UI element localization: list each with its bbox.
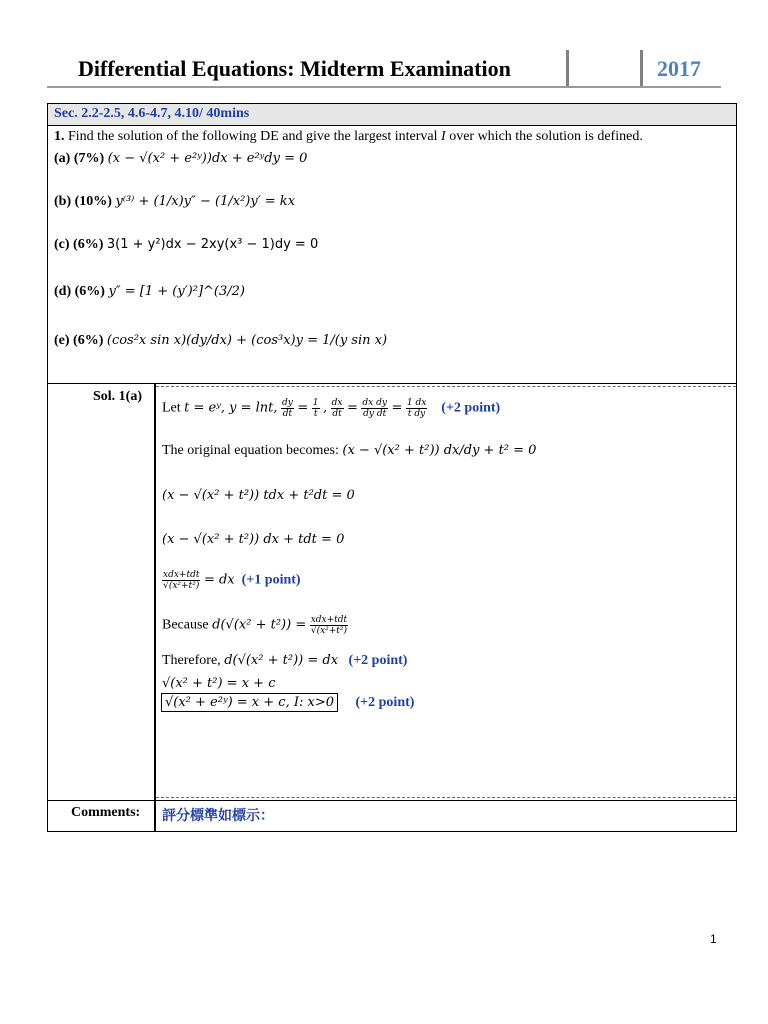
solution-label: Sol. 1(a)	[93, 389, 142, 404]
sol-line-4	[162, 532, 344, 548]
part-c-equation: 3(1 + y²)dx − 2xy(x³ − 1)dy = 0	[106, 237, 319, 252]
part-d-equation: y″ = [1 + (y′)²]^(3/2)	[108, 284, 245, 299]
problem-text-b: over which the solution is defined.	[445, 129, 643, 144]
part-e-equation: (cos²x sin x)(dy/dx) + (cos³x)y = 1/(y sin x)	[106, 333, 388, 348]
header-divider-right	[640, 50, 643, 86]
problem-solution-divider	[48, 383, 736, 384]
sol-line-2	[162, 443, 536, 459]
sol-line-5	[162, 570, 301, 591]
frac-dx-dy: $\frac{\text{dx dy}}{\text{dy dt}}$	[362, 398, 387, 419]
sol-line-1-text: Let	[162, 400, 185, 416]
frac-dy-dt: $\frac{dy}{dt}$	[282, 398, 293, 419]
sol-line-6-math: d(√(x² + t²)) =	[212, 617, 307, 633]
sol-line-5-math: = dx	[203, 572, 235, 588]
solution-bottom-dots	[156, 797, 736, 798]
header-divider-left	[566, 50, 569, 86]
sol-line-6-text: Because	[162, 617, 213, 633]
sol-line-3	[162, 488, 355, 504]
comments-divider	[48, 800, 736, 801]
sol-line-1-math: t = eʸ, y = lnt,	[184, 400, 278, 416]
points-2: (+1 point)	[241, 572, 301, 588]
section-info: Sec. 2.2-2.5, 4.6-4.7, 4.10/ 40mins	[54, 106, 250, 121]
sol-line-2-math: (x − √(x² + t²)) dx/dy + t² = 0	[342, 443, 537, 458]
part-a-label: (a) (7%)	[54, 151, 105, 166]
points-1: (+2 point)	[441, 400, 501, 416]
frac-1-t: $\frac{1}{t}$	[312, 398, 319, 419]
header-rule	[47, 86, 721, 88]
sol-line-7-text: Therefore,	[162, 653, 225, 668]
part-c-label: (c) (6%)	[54, 237, 104, 252]
part-e	[54, 333, 387, 349]
part-b-equation: y⁽³⁾ + (1/x)y″ − (1/x²)y′ = kx	[115, 194, 296, 209]
sol-line-4-math: (x − √(x² + t²)) dx + tdt = 0	[162, 532, 345, 547]
sol-line-6	[162, 615, 348, 636]
points-3: (+2 point)	[348, 653, 408, 668]
problem-statement	[54, 129, 643, 145]
page-number: 1	[710, 932, 717, 946]
sol-line-8-math: √(x² + t²) = x + c	[162, 676, 276, 691]
comments-label: Comments:	[71, 805, 141, 820]
part-a	[54, 151, 307, 167]
final-answer-box: √(x² + e²ʸ) = x + c, I: x>0	[161, 693, 338, 712]
problem-number: 1.	[54, 129, 65, 144]
exam-frame	[47, 103, 737, 832]
sol-line-2-text: The original equation becomes:	[162, 443, 343, 458]
sol-line-7	[162, 653, 407, 669]
part-d-label: (d) (6%)	[54, 284, 105, 299]
part-e-label: (e) (6%)	[54, 333, 104, 348]
part-c	[54, 237, 318, 253]
problem-text-a: Find the solution of the following DE and give the largest interval	[64, 129, 442, 144]
solution-top-dots	[156, 386, 736, 387]
comments-text: 評分標準如標示：	[162, 808, 274, 824]
sol-line-7-math: d(√(x² + t²)) = dx	[224, 653, 339, 668]
solution-column-divider	[154, 383, 156, 832]
sol-line-1: Let t = eʸ, y = lnt, $\frac{dy}{dt}$ = $\frac{1}{t}$ , $\frac{dx}{dt}$ = $\frac{\text{dx dy}}{\text{dy dt}}$ = $\frac{1 dx}{\text{t dy}}$ (+2 point)	[162, 398, 501, 419]
part-a-equation: (x − √(x² + e²ʸ))dx + e²ʸdy = 0	[107, 151, 308, 166]
problem-text-interval: I	[441, 129, 446, 144]
sol-line-9	[161, 695, 414, 711]
frac-xdx-tdt: xdx+tdt √(x²+t²)	[163, 570, 200, 591]
part-b-label: (b) (10%)	[54, 194, 112, 209]
sol-line-3-math: (x − √(x² + t²)) tdx + t²dt = 0	[162, 488, 355, 503]
frac-1dx-tdy: $\frac{1 dx}{\text{t dy}}$	[406, 398, 427, 419]
frac-xdx-tdt-2: xdx+tdt √(x²+t²)	[310, 615, 348, 636]
part-b	[54, 194, 295, 210]
part-d	[54, 284, 245, 300]
sol-line-8	[162, 676, 276, 692]
points-4: (+2 point)	[355, 695, 415, 710]
exam-year: 2017	[657, 56, 701, 81]
frac-dx-dt: $\frac{dx}{dt}$	[331, 398, 343, 419]
exam-title: Differential Equations: Midterm Examination	[78, 56, 511, 81]
